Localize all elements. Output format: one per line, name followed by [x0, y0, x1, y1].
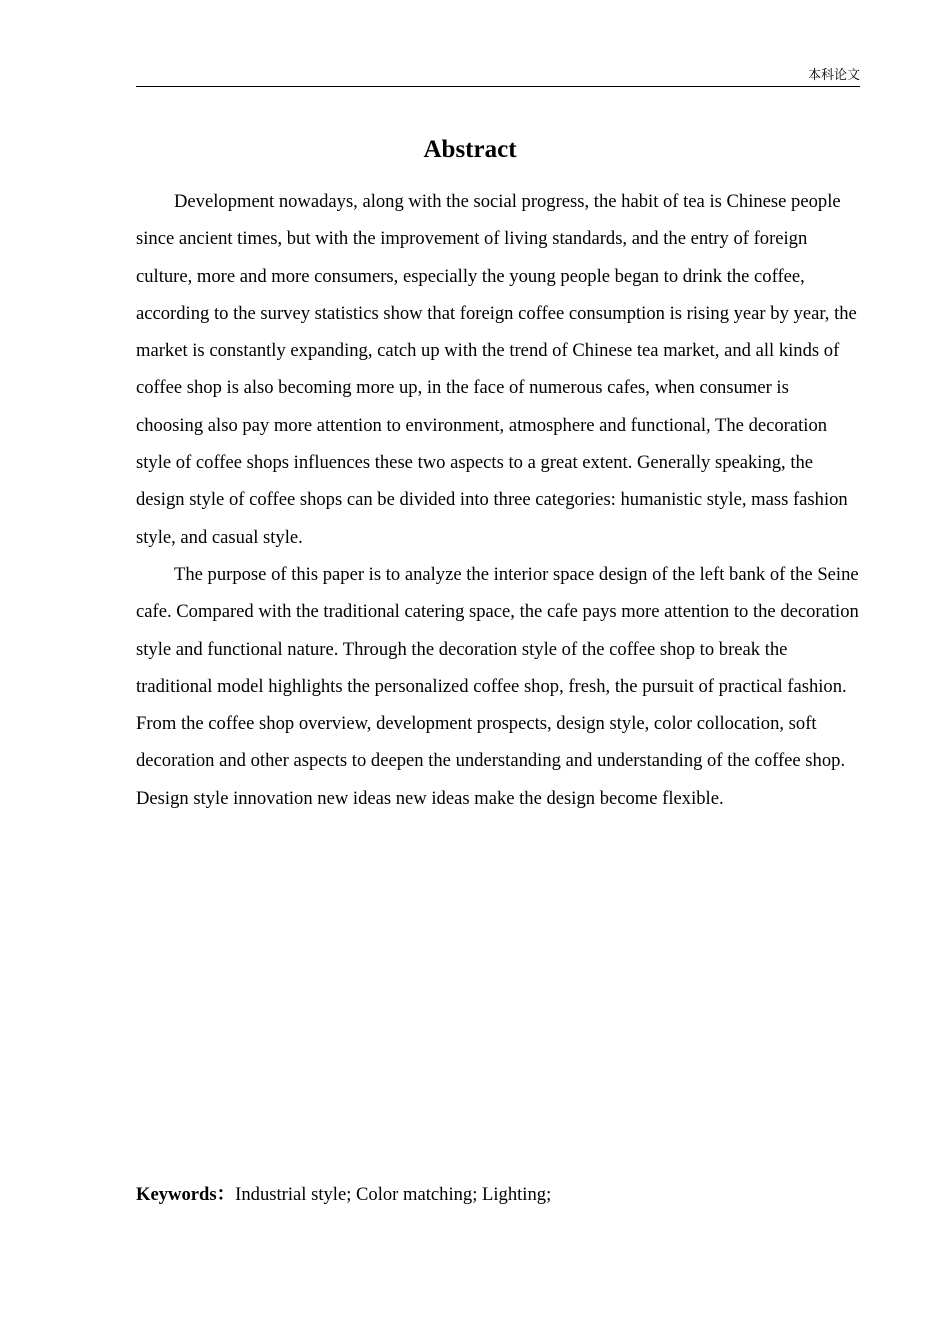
- abstract-title: Abstract: [423, 136, 517, 163]
- keywords-label: Keywords：: [136, 1184, 236, 1205]
- abstract-paragraph: The purpose of this paper is to analyze the interior space design of the left bank of the Seine cafe. Compared with the traditional catering space, the cafe pays more attention to the decoration style and functional nature. Through the decoration style of the coffee shop to break the traditional model highlights the personalized coffee shop, fresh, the pursuit of practical fashion. From the coffee shop overview, development prospects, design style, color collocation, soft decoration and other aspects to deepen the understanding and understanding of the coffee shop. Design style innovation new ideas new ideas make the design become flexible.: [136, 563, 859, 809]
- keywords-line: [136, 1176, 860, 1213]
- abstract-paragraph: Development nowadays, along with the social progress, the habit of tea is Chinese people since ancient times, but with the improvement of living standards, and the entry of foreign culture, more and more consumers, especially the young people began to drink the coffee, according to the survey statistics show that foreign coffee consumption is rising year by year, the market is constantly expanding, catch up with the trend of Chinese tea market, and all kinds of coffee shop is also becoming more up, in the face of numerous cafes, when consumer is choosing also pay more attention to environment, atmosphere and functional, The decoration style of coffee shops influences these two aspects to a great extent. Generally speaking, the design style of coffee shops can be divided into three categories: humanistic style, mass fashion style, and casual style.: [136, 191, 857, 548]
- page-header: [136, 66, 860, 87]
- abstract-body: [136, 183, 860, 817]
- keywords-value: Industrial style; Color matching; Lighting;: [235, 1184, 552, 1205]
- header-text: 本科论文: [807, 68, 860, 83]
